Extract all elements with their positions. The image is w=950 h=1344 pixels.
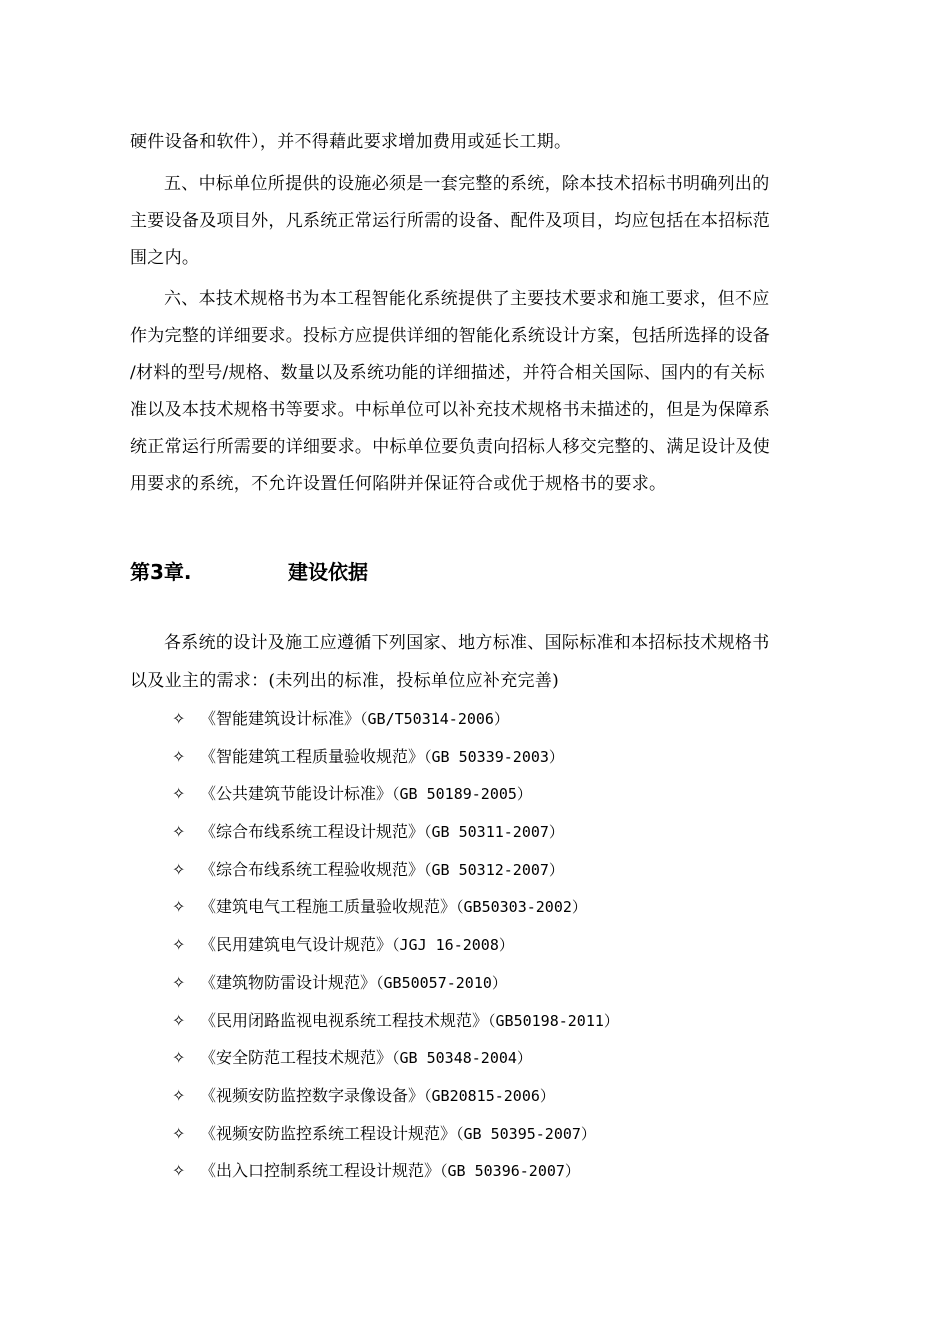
standard-list-item xyxy=(172,1039,619,1077)
standard-name: 《综合布线系统工程验收规范》 xyxy=(200,859,425,879)
standard-code: （GB/T50314-2006） xyxy=(360,710,509,728)
chapter-title: 建设依据 xyxy=(288,560,368,584)
standard-code: （GB 50311-2007） xyxy=(424,823,564,842)
paragraph-line: 各系统的设计及施工应遵循下列国家、地方标准、国际标准和本招标技术规格书 xyxy=(164,633,770,653)
paragraph-line: 用要求的系统，不允许设置任何陷阱并保证符合或优于规格书的要求。 xyxy=(130,474,667,494)
standard-name: 《智能建筑工程质量验收规范》 xyxy=(200,746,425,766)
paragraph-line: 作为完整的详细要求。投标方应提供详细的智能化系统设计方案，包括所选择的设备 xyxy=(130,326,771,346)
paragraph-line: 准以及本技术规格书等要求。中标单位可以补充技术规格书未描述的，但是为保障系 xyxy=(130,400,771,420)
diamond-bullet-icon: ✧ xyxy=(172,1085,186,1105)
standard-code: （GB 50396-2007） xyxy=(440,1162,580,1181)
standard-list-item xyxy=(172,738,619,776)
paragraph-line: 六、本技术规格书为本工程智能化系统提供了主要技术要求和施工要求，但不应 xyxy=(164,289,770,309)
standards-list xyxy=(172,700,619,1190)
intro-paragraph xyxy=(130,624,840,700)
standard-list-item xyxy=(172,1077,619,1115)
diamond-bullet-icon: ✧ xyxy=(172,746,186,766)
standard-name: 《公共建筑节能设计标准》 xyxy=(200,784,393,804)
standard-list-item xyxy=(172,926,619,964)
standard-name: 《视频安防监控系统工程设计规范》 xyxy=(200,1123,457,1143)
standard-name: 《建筑电气工程施工质量验收规范》 xyxy=(200,897,457,917)
standard-list-item xyxy=(172,813,619,851)
diamond-bullet-icon: ✧ xyxy=(172,709,186,728)
diamond-bullet-icon: ✧ xyxy=(172,972,186,992)
diamond-bullet-icon: ✧ xyxy=(172,935,186,955)
diamond-bullet-icon: ✧ xyxy=(172,1161,186,1181)
standard-code: （GB20815-2006） xyxy=(424,1086,555,1105)
standard-name: 《视频安防监控数字录像设备》 xyxy=(200,1085,425,1105)
diamond-bullet-icon: ✧ xyxy=(172,1010,186,1030)
standard-list-item xyxy=(172,1115,619,1153)
chapter-number: 第3章. xyxy=(130,560,192,584)
standard-list-item xyxy=(172,888,619,926)
standard-code: （GB50198-2011） xyxy=(488,1011,619,1030)
standard-name: 《出入口控制系统工程设计规范》 xyxy=(200,1161,441,1181)
paragraph-line: 硬件设备和软件），并不得藉此要求增加费用或延长工期。 xyxy=(130,132,572,152)
standard-code: （GB50057-2010） xyxy=(376,973,507,992)
paragraph-line: 五、中标单位所提供的设施必须是一套完整的系统，除本技术招标书明确列出的 xyxy=(164,174,770,194)
standard-list-item xyxy=(172,1002,619,1040)
standard-name: 《智能建筑设计标准》 xyxy=(200,709,361,728)
diamond-bullet-icon: ✧ xyxy=(172,1048,186,1068)
standard-code: （GB 50339-2003） xyxy=(424,747,564,766)
paragraph-item-5 xyxy=(130,166,840,277)
standard-code: （GB50303-2002） xyxy=(456,898,587,917)
diamond-bullet-icon: ✧ xyxy=(172,784,186,804)
diamond-bullet-icon: ✧ xyxy=(172,822,186,842)
standard-list-item xyxy=(172,775,619,813)
standard-list-item xyxy=(172,1152,619,1190)
standard-list-item xyxy=(172,851,619,889)
standard-list-item xyxy=(172,964,619,1002)
standard-code: （GB 50348-2004） xyxy=(392,1049,532,1068)
diamond-bullet-icon: ✧ xyxy=(172,897,186,917)
standard-code: （GB 50395-2007） xyxy=(456,1124,596,1143)
standard-name: 《民用建筑电气设计规范》 xyxy=(200,935,393,955)
carry-over-paragraph xyxy=(130,124,840,161)
standard-name: 《建筑物防雷设计规范》 xyxy=(200,972,377,992)
paragraph-item-6 xyxy=(130,281,840,503)
standard-code: （JGJ 16-2008） xyxy=(392,936,514,955)
paragraph-line: 以及业主的需求：(未列出的标准，投标单位应补充完善) xyxy=(130,671,560,691)
diamond-bullet-icon: ✧ xyxy=(172,1123,186,1143)
paragraph-line: 围之内。 xyxy=(130,248,200,268)
standard-list-item xyxy=(172,700,619,738)
standard-code: （GB 50312-2007） xyxy=(424,860,564,879)
paragraph-line: /材料的型号/规格、数量以及系统功能的详细描述，并符合相关国际、国内的有关标 xyxy=(130,363,765,383)
standard-name: 《安全防范工程技术规范》 xyxy=(200,1048,393,1068)
paragraph-line: 统正常运行所需要的详细要求。中标单位要负责向招标人移交完整的、满足设计及使 xyxy=(130,437,771,457)
standard-name: 《民用闭路监视电视系统工程技术规范》 xyxy=(200,1010,489,1030)
standard-name: 《综合布线系统工程设计规范》 xyxy=(200,822,425,842)
paragraph-line: 主要设备及项目外，凡系统正常运行所需的设备、配件及项目，均应包括在本招标范 xyxy=(130,211,771,231)
diamond-bullet-icon: ✧ xyxy=(172,859,186,879)
standard-code: （GB 50189-2005） xyxy=(392,785,532,804)
